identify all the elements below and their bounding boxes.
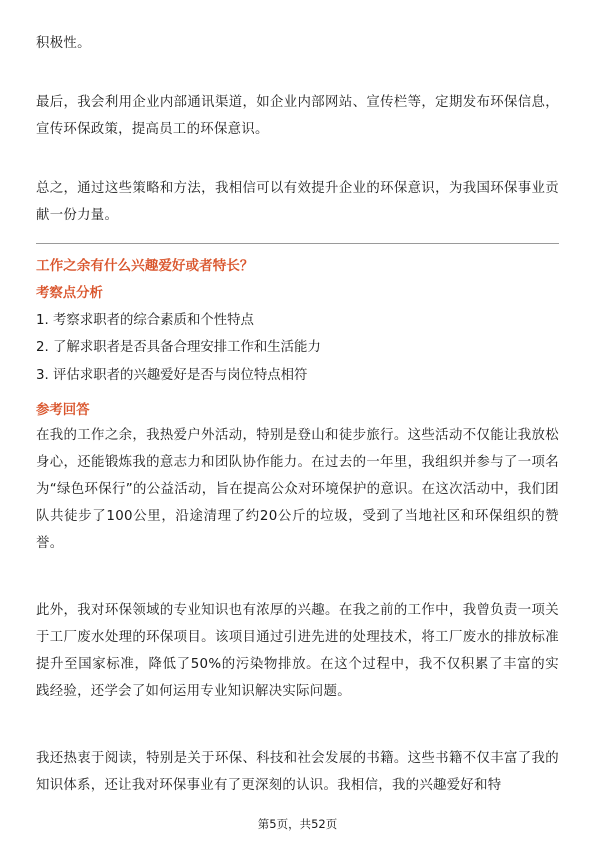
section-divider [36, 243, 559, 244]
interview-question: 工作之余有什么兴趣爱好或者特长？ [36, 258, 254, 274]
analysis-item: 1. 考察求职者的综合素质和个性特点 [36, 313, 254, 328]
answer-paragraph-expertise: 此外，我对环保领域的专业知识也有浓厚的兴趣。在我之前的工作中，我曾负责一项关于工厂废水处理的环保项目。该项目通过引进先进的处理技术，将工厂废水的排放标准提升至国家标准，降低了50%的污染物排放。在这个过程中，我不仅积累了丰富的实践经验，还学会了如何运用专业知识解决实际问题。 [36, 603, 559, 699]
analysis-item: 2. 了解求职者是否具备合理安排工作和生活能力 [36, 340, 321, 355]
paragraph-continuation: 积极性。 [36, 36, 91, 51]
analysis-item: 3. 评估求职者的兴趣爱好是否与岗位特点相符 [36, 368, 308, 383]
page-number: 第5页，共52页 [257, 817, 338, 831]
answer-paragraph-hobbies: 在我的工作之余，我热爱户外活动，特别是登山和徒步旅行。这些活动不仅能让我放松身心，还能锻炼我的意志力和团队协作能力。在过去的一年里，我组织并参与了一项名为“绿色环保行”的公益活动，旨在提高公众对环境保护的意识。在这次活动中，我们团队共徒步了100公里，沿途清理了约20公斤的垃圾，受到了当地社区和环保组织的赞誉。 [36, 428, 559, 551]
answer-heading: 参考回答 [36, 403, 90, 418]
paragraph-conclusion: 总之，通过这些策略和方法，我相信可以有效提升企业的环保意识，为我国环保事业贡献一份力量。 [36, 181, 559, 223]
answer-paragraph-reading: 我还热衷于阅读，特别是关于环保、科技和社会发展的书籍。这些书籍不仅丰富了我的知识体系，还让我对环保事业有了更深刻的认识。我相信，我的兴趣爱好和特 [36, 751, 559, 793]
analysis-heading: 考察点分析 [36, 286, 103, 301]
paragraph-internal-communication: 最后，我会利用企业内部通讯渠道，如企业内部网站、宣传栏等，定期发布环保信息，宣传环保政策，提高员工的环保意识。 [36, 95, 559, 137]
